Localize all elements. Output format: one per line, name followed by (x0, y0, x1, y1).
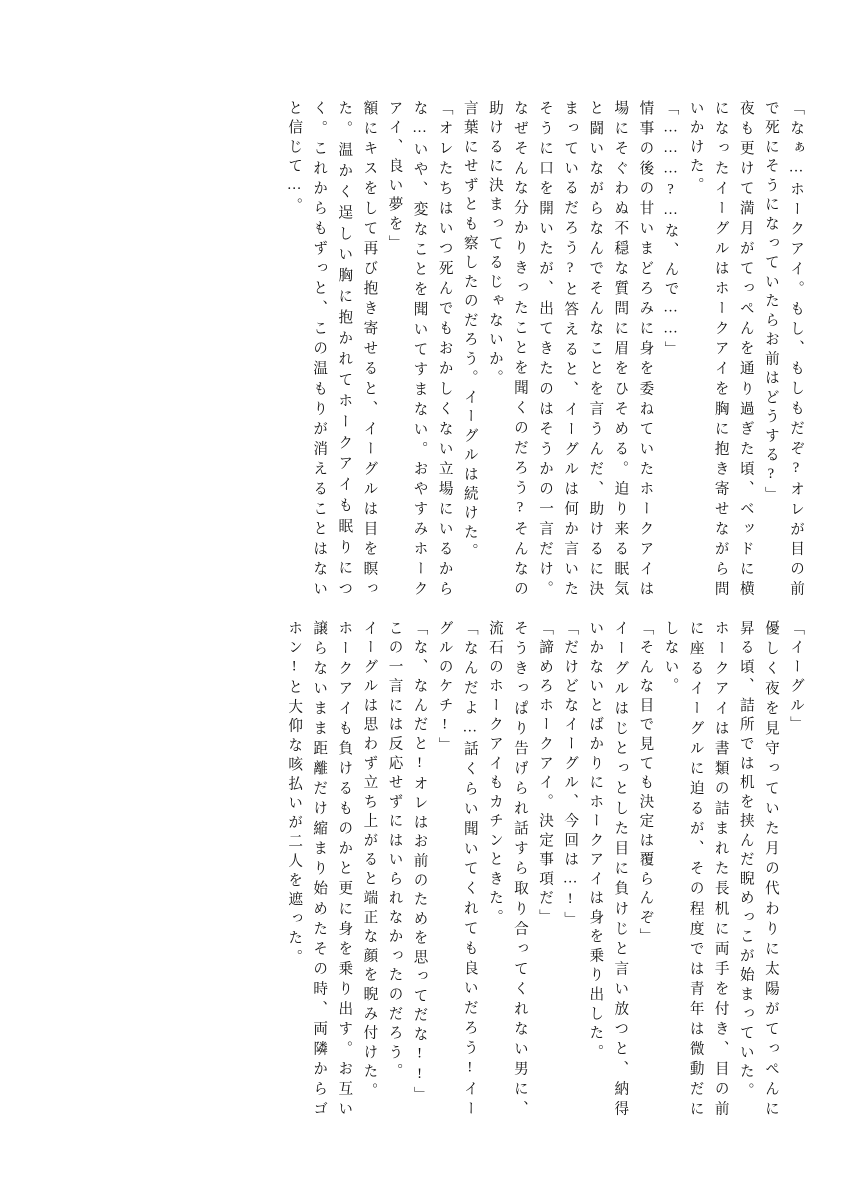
paragraph: 「な、なんだと!オレはお前のためを思ってだな!!」 (411, 620, 428, 1106)
paragraph: イーグルは思わず立ち上がると端正な顔を睨み付けた。 (361, 620, 378, 1102)
paragraph: ホークアイも負けるものかと更に身を乗り出す。お互い譲らないまま距離だけ縮まり始めたその時、両隣からゴホン!と大仰な咳払いが二人を遮った。 (286, 620, 353, 1120)
paragraph: 「そんな目で見ても決定は覆らんぞ」 (637, 620, 654, 948)
paragraph: 「………?…な、んで……」 (662, 100, 679, 361)
paragraph: ホークアイは書類の詰まれた長机に両手を付き、目の前に座るイーグルに迫るが、その程度では青年は微動だにしない。 (662, 620, 729, 1120)
paragraph: イーグルはじとっとした目に負けじと言い放つと、納得いかないとばかりにホークアイは身を乗り出した。 (587, 620, 629, 1120)
paragraph: 優しく夜を見守っていた月の代わりに太陽がてっぺんに昇る頃、詰所では机を挟んだ睨めっこが始まっていた。 (737, 620, 779, 1120)
paragraph: 額にキスをして再び抱き寄せると、イーグルは目を瞑った。温かく逞しい胸に抱かれてホークアイも眠りにつく。これからもずっと、この温もりが消えることはないと信じて…。 (286, 100, 378, 600)
text-block-lower (38, 620, 808, 1120)
paragraph: 「なんだよ…話くらい聞いてくれても良いだろう!イーグルのケチ!」 (436, 620, 478, 1120)
paragraph: 夜も更けて満月がてっぺんを通り過ぎた頃、ベッドに横になったイーグルはホークアイを胸に抱き寄せながら問いかけた。 (687, 100, 754, 600)
text-block-upper (38, 100, 808, 600)
paragraph: 「諦めろホークアイ。決定事項だ」 (537, 620, 554, 929)
paragraph: 言葉にせずとも察したのだろう。イーグルは続けた。 (461, 100, 478, 563)
paragraph: 「イーグル」 (788, 620, 804, 736)
paragraph: 「オレたちはいつ死んでもおかしくない立場にいるからな…いや、変なことを聞いてすまない。おやすみホークアイ、良い夢を」 (386, 100, 453, 600)
paragraph: この一言には反応せずにはいられなかったのだろう。 (386, 620, 403, 1083)
paragraph: 「なぁ…ホークアイ。もし、もしもだぞ?オレが目の前で死にそうになっていたらお前はどうする?」 (762, 100, 804, 600)
paragraph: 「だけどなイーグル、今回は…!」 (562, 620, 579, 932)
paragraph: 情事の後の甘いまどろみに身を委ねていたホークアイは場にそぐわぬ不穏な質問に眉をひそめる。迫り来る眠気と闘いながらなんでそんなことを言うんだ、助けるに決まっているだろう?と答えると、イーグルは何か言いたそうに口を開いたが、出てきたのはそうかの一言だけ。なぜそんな分かりきったことを聞くのだろう?そんなの助けるに決まってるじゃないか。 (486, 100, 654, 600)
paragraph: そうきっぱり告げられ話すら取り合ってくれない男に、流石のホークアイもカチンときた。 (486, 620, 528, 1120)
